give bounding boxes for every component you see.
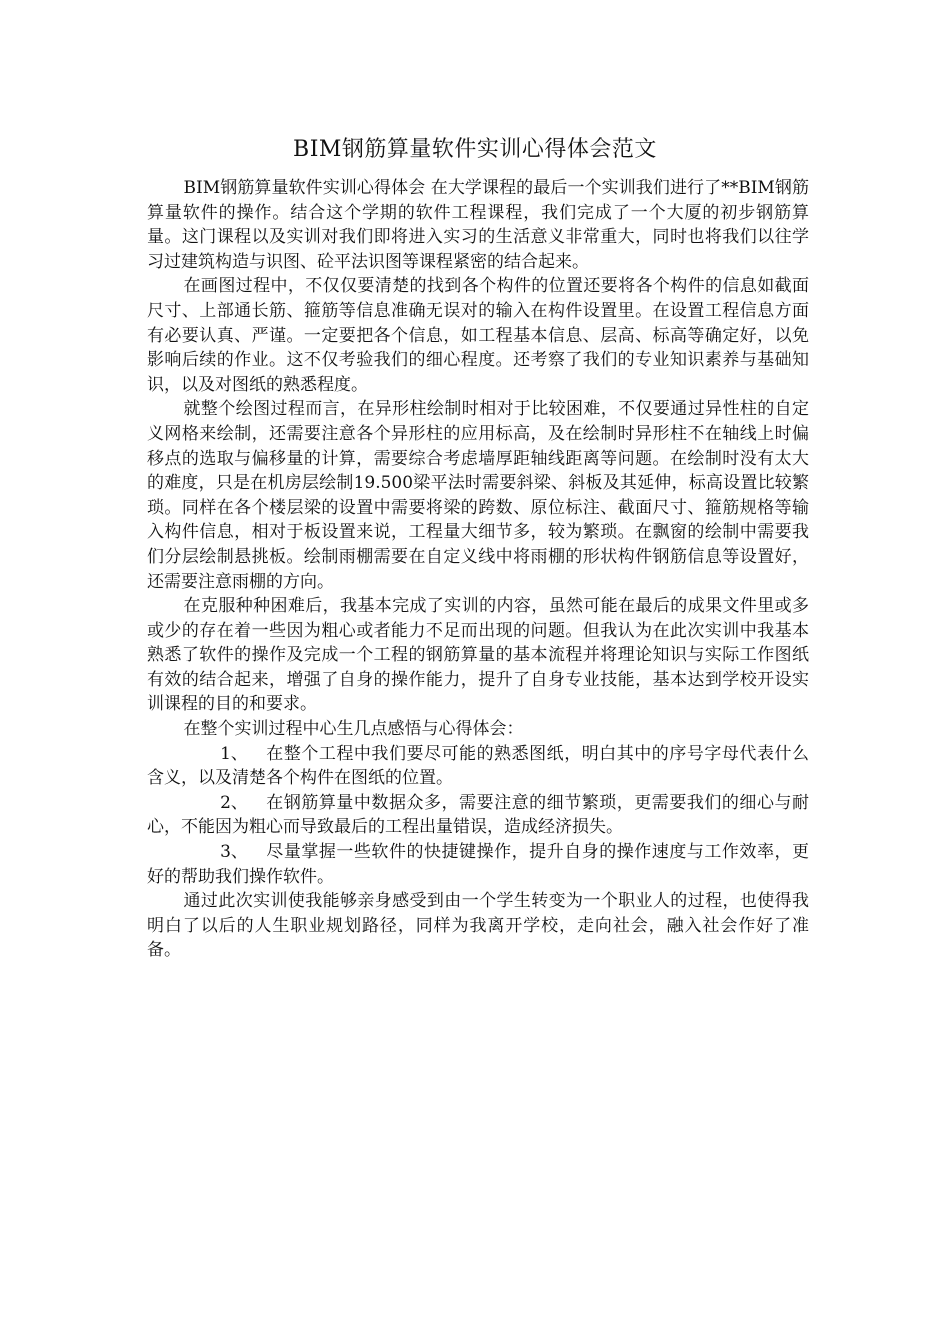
paragraph-insights-intro: 在整个实训过程中心生几点感悟与心得体会： <box>183 719 524 740</box>
list-item-text: 在整个工程中我们要尽可能的熟悉图纸，明白其中的序号字母代表什么含义，以及清楚各个构件在图纸的位置。 <box>147 743 809 789</box>
document-body <box>147 176 809 963</box>
paragraph-closing: 通过此次实训使我能够亲身感受到由一个学生转变为一个职业人的过程，也使得我明白了以后的人生职业规划路径，同样为我离开学校，走向社会，融入社会作好了准备。 <box>147 891 809 961</box>
paragraph-results: 在克服种种困难后，我基本完成了实训的内容，虽然可能在最后的成果文件里或多或少的存在着一些因为粗心或者能力不足而出现的问题。但我认为在此次实训中我基本熟悉了软件的操作及完成一个工程的钢筋算量的基本流程并将理论知识与实际工作图纸有效的结合起来，增强了自身的操作能力，提升了自身专业技能，基本达到学校开设实训课程的目的和要求。 <box>147 596 809 715</box>
document-title: BIM钢筋算量软件实训心得体会范文 <box>293 137 657 162</box>
list-item <box>147 791 809 840</box>
list-item-number: 3、 <box>220 842 248 863</box>
list-item <box>147 742 809 791</box>
paragraph-difficulties: 就整个绘图过程而言，在异形柱绘制时相对于比较困难，不仅要通过异性柱的自定义网格来绘制，还需要注意各个异形柱的应用标高，及在绘制时异形柱不在轴线上时偏移点的选取与偏移量的计算，需要综合考虑墙厚距轴线距离等问题。在绘制时没有太大的难度，只是在机房层绘制19.500梁平法时需要斜梁、斜板及其延伸，标高设置比较繁琐。同样在各个楼层梁的设置中需要将梁的跨数、原位标注、截面尺寸、箍筋规格等输入构件信息，相对于板设置来说，工程量大细节多，较为繁琐。在飘窗的绘制中需要我们分层绘制悬挑板。绘制雨棚需要在自定义线中将雨棚的形状构件钢筋信息等设置好，还需要注意雨棚的方向。 <box>147 399 809 592</box>
list-item-number: 2、 <box>220 792 248 813</box>
list-item-text: 在钢筋算量中数据众多，需要注意的细节繁琐，更需要我们的细心与耐心，不能因为粗心而导致最后的工程出量错误，造成经济损失。 <box>147 792 809 838</box>
list-item-number: 1、 <box>220 743 248 764</box>
paragraph-drawing-process: 在画图过程中，不仅仅要清楚的找到各个构件的位置还要将各个构件的信息如截面尺寸、上部通长筋、箍筋等信息准确无误对的输入在构件设置里。在设置工程信息方面有必要认真、严谨。一定要把各个信息，如工程基本信息、层高、标高等确定好，以免影响后续的作业。这不仅考验我们的细心程度。还考察了我们的专业知识素养与基础知识，以及对图纸的熟悉程度。 <box>147 276 809 395</box>
paragraph-intro: BIM钢筋算量软件实训心得体会 在大学课程的最后一个实训我们进行了**BIM钢筋算量软件的操作。结合这个学期的软件工程课程，我们完成了一个大厦的初步钢筋算量。这门课程以及实训对我们即将进入实习的生活意义非常重大，同时也将我们以往学习过建筑构造与识图、砼平法识图等课程紧密的结合起来。 <box>147 178 809 272</box>
list-item-text: 尽量掌握一些软件的快捷键操作，提升自身的操作速度与工作效率，更好的帮助我们操作软件。 <box>147 842 809 887</box>
list-item <box>147 840 809 889</box>
